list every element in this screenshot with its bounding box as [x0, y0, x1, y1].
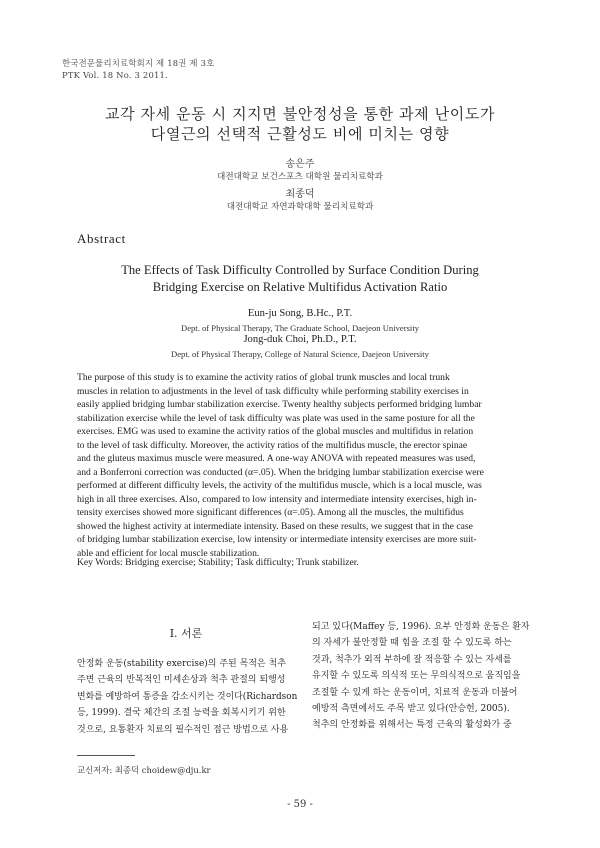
title-korean-line-2: 다열근의 선택적 근활성도 비에 미치는 영향 — [150, 125, 450, 143]
title-english-line-2: Bridging Exercise on Relative Multifidus Activation Ratio — [152, 280, 448, 294]
abstract-line: and a Bonferroni correction was conducted (α=.05). When the bridging lumbar stabilization exercise were — [77, 466, 484, 478]
corresponding-author-footnote: 교신저자: 최종덕 choidew@dju.kr — [77, 765, 211, 775]
abstract-line: high in all three exercises. Also, compared to low intensity and intermediate intensity exercises, high in- — [77, 493, 477, 505]
abstract-line: tensity exercises showed more significant differences (α=.05). Among all the muscles, the multifidus — [77, 507, 464, 518]
abstract-line: muscles in relation to adjustments in the level of task difficulty while performing stability exercises in — [77, 385, 469, 397]
title-english-line-1: The Effects of Task Difficulty Controlled by Surface Condition During — [121, 263, 479, 277]
journal-header-korean: 한국전문물리치료학회지 제 18권 제 3호 — [62, 58, 215, 68]
body-line: 안정화 운동(stability exercise)의 주된 목적은 척추 — [77, 659, 286, 669]
page-number: - 59 - — [287, 799, 313, 810]
abstract-heading: Abstract — [77, 231, 126, 246]
body-line: 의 자세가 불안정할 때 힘을 조절 할 수 있도록 하는 — [312, 638, 512, 649]
body-line: 등, 1999). 결국 체간의 조절 능력을 회복시키기 위한 — [77, 708, 286, 719]
body-left-column — [77, 656, 297, 738]
abstract-line: easily applied bridging lumbar stabilization exercise. Twenty healthy subjects performed bridging lumbar — [77, 399, 482, 410]
body-line: 되고 있다(Maffey 등, 1996). 요부 안정화 운동은 환자 — [312, 622, 530, 632]
abstract-body — [77, 371, 529, 560]
affiliation-english-2: Dept. of Physical Therapy, College of Natural Science, Daejeon University — [171, 349, 429, 359]
title-korean-line-1: 교각 자세 운동 시 지지면 불안정성을 통한 과제 난이도가 — [104, 105, 496, 123]
section-heading-introduction: Ⅰ. 서론 — [169, 627, 203, 640]
author-korean-2: 최종덕 — [285, 189, 315, 200]
author-korean-1: 송은주 — [285, 159, 315, 170]
body-line: 척추의 안정화를 위해서는 특정 근육의 활성화가 중 — [312, 720, 512, 731]
author-english-2: Jong-duk Choi, Ph.D., P.T. — [243, 334, 357, 345]
affiliation-english-1: Dept. of Physical Therapy, The Graduate School, Daejeon University — [180, 323, 419, 333]
author-english-1: Eun-ju Song, B.Hc., P.T. — [247, 308, 353, 319]
body-line: 유지할 수 있도록 의식적 또는 무의식적으로 움직임을 — [312, 671, 521, 682]
body-line: 조절할 수 있게 하는 운동이며, 치료적 운동과 더불어 — [312, 687, 518, 698]
abstract-line: able and efficient for local muscle stabilization. — [77, 547, 260, 559]
abstract-line: exercises. EMG was used to examine the activity ratios of the global muscles and multifidus in relation — [77, 426, 474, 437]
keywords: Key Words: Bridging exercise; Stability; Task difficulty; Trunk stabilizer. — [77, 557, 359, 568]
body-line: 주변 근육의 반복적인 미세손상과 척추 관절의 퇴행성 — [77, 675, 286, 686]
footnote-divider — [77, 755, 135, 756]
abstract-line: stabilization exercise while the level of task difficulty was plate was used in the same posture for all the — [77, 412, 475, 424]
abstract-line: of bridging lumbar stabilization exercise, low intensity or intermediate intensity exercises are more suit- — [77, 534, 477, 545]
affiliation-korean-1: 대전대학교 보건스포츠 대학원 물리치료학과 — [217, 172, 383, 182]
affiliation-korean-2: 대전대학교 자연과학대학 물리치료학과 — [226, 202, 374, 212]
body-line: 것과, 척추가 외적 부하에 잘 적응할 수 있는 자세를 — [312, 654, 512, 665]
abstract-line: showed the highest activity at intermediate intensity. Based on these results, we suggest that in the case — [77, 520, 473, 532]
body-line: 것으로, 요통환자 치료의 필수적인 접근 방법으로 사용 — [77, 724, 289, 735]
body-right-column — [312, 619, 538, 734]
abstract-line: The purpose of this study is to examine the activity ratios of global trunk muscles and local trunk — [77, 372, 450, 383]
body-line: 예방적 측면에서도 주목 받고 있다(안승헌, 2005). — [312, 703, 510, 714]
abstract-line: to the level of task difficulty. Moreover, the activity ratios of the multifidus muscle, the erector spinae — [77, 439, 468, 451]
journal-header-volume: PTK Vol. 18 No. 3 2011. — [62, 70, 168, 80]
body-line: 변화를 예방하여 통증을 감소시키는 것이다(Richardson — [77, 691, 298, 702]
abstract-line: performed at different difficulty levels, the activity of the multifidus muscle, which is a local muscle, was — [77, 480, 482, 491]
abstract-line: and the gluteus maximus muscle were measured. A one-way ANOVA with repeated measures was used, — [77, 453, 476, 464]
